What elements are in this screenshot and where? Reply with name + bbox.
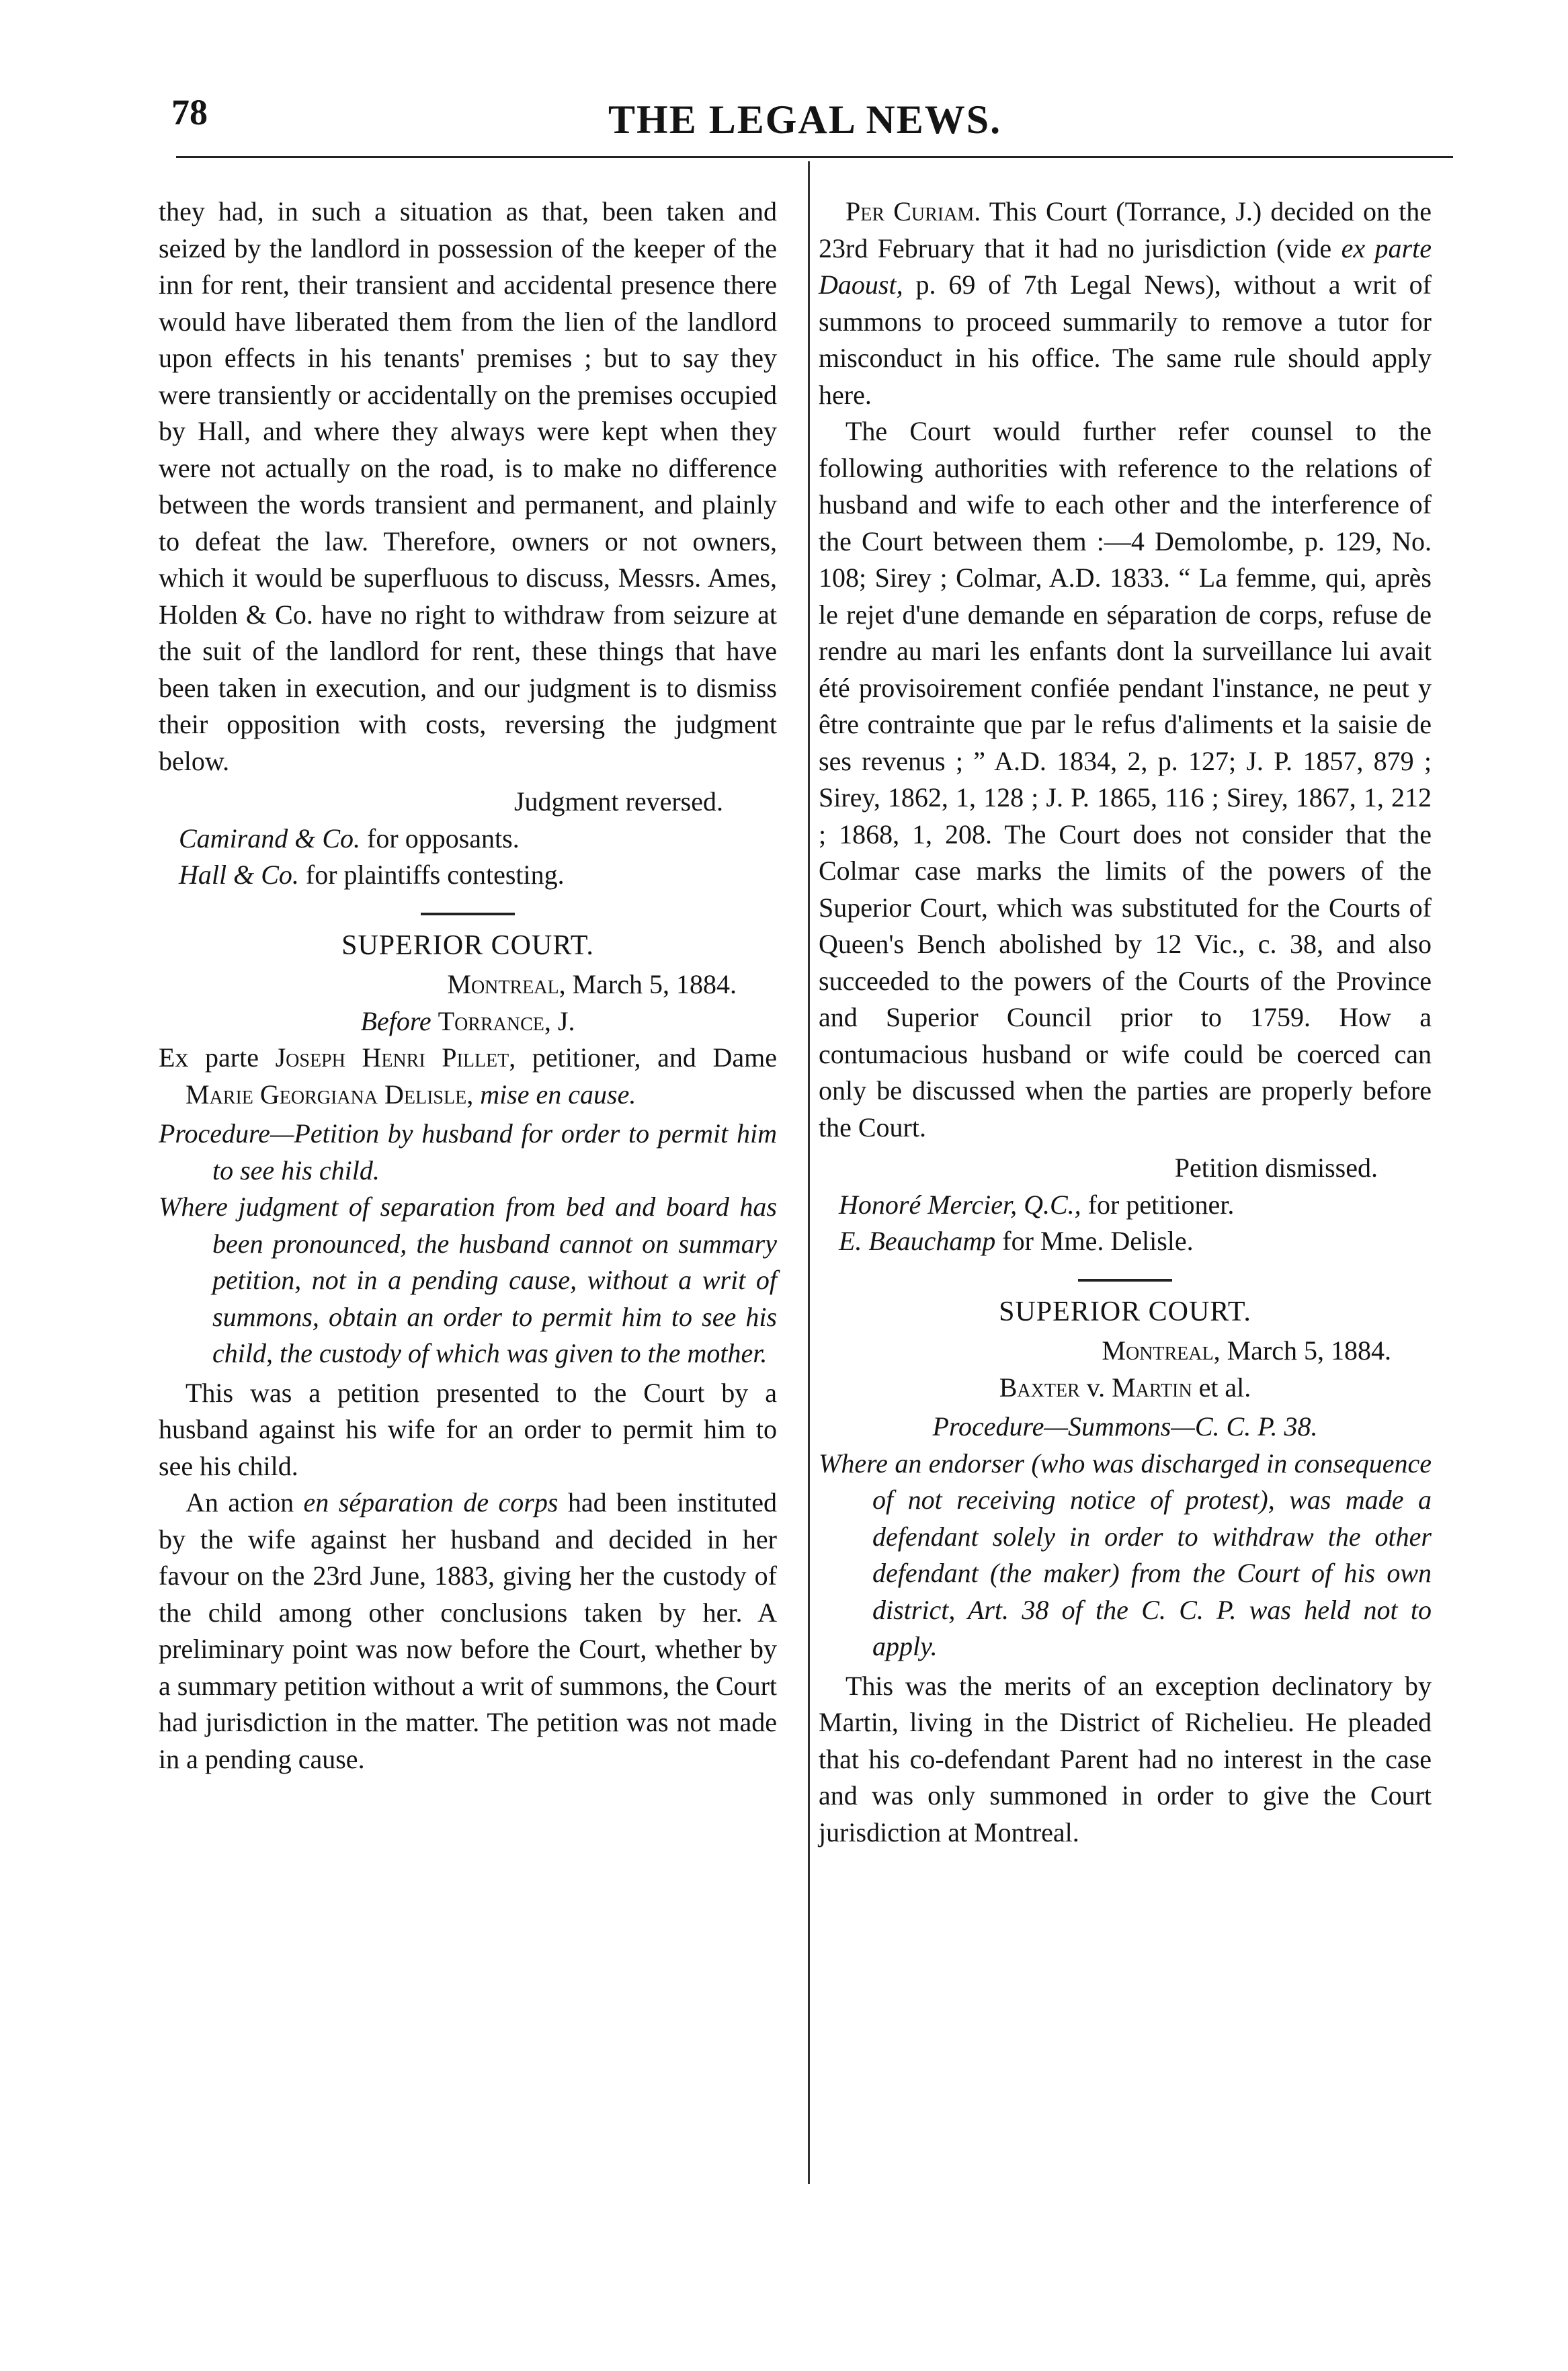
header-rule (176, 156, 1453, 158)
parties-middle: , petitioner, and Dame (509, 1042, 778, 1073)
et-al: et al. (1192, 1372, 1251, 1403)
procedure-line: Procedure—Summons—C. C. P. 38. (932, 1411, 1318, 1442)
left-disposition: Judgment reversed. (513, 786, 723, 817)
before-judge (159, 1003, 777, 1040)
date-place: Montreal, (447, 969, 566, 999)
text-run: p. 69 of 7th Legal News), without a writ of summons to proceed summarily to remove a tutor for misconduct in his office. The same rule should apply here. (819, 269, 1432, 410)
running-title: THE LEGAL NEWS. (608, 97, 1002, 142)
section-divider (1078, 1279, 1172, 1282)
left-paragraph-2: This was a petition presented to the Court by a husband against his wife for an order to permit him to see his child. (159, 1377, 777, 1481)
left-paragraph-3 (159, 1485, 777, 1778)
mise-en-cause: mise en cause. (480, 1079, 636, 1110)
left-counsel-2 (159, 857, 777, 894)
judge-name: Torrance (438, 1005, 544, 1036)
page-number: 78 (171, 92, 208, 132)
italic-phrase: ex parte Daoust, (819, 233, 1432, 300)
headnote: Where an endorser (who was discharged in consequence of not receiving notice of protest), was made a defendant solely in order to withdraw the other defendant (the maker) from the Court of his own district, Art. 38 of the C. C. P. was held not to apply. (819, 1448, 1432, 1661)
dateline (819, 1333, 1432, 1370)
counsel-role: for opposants. (360, 823, 520, 854)
right-counsel-2 (819, 1223, 1432, 1260)
left-counsel-1 (159, 821, 777, 858)
italic-phrase: en séparation de corps (303, 1487, 559, 1517)
court-heading: SUPERIOR COURT. (999, 1296, 1251, 1327)
counsel-role: for Mme. Delisle. (995, 1226, 1194, 1256)
procedure-line: Procedure—Petition by husband for order to permit him to see his child. (159, 1118, 777, 1186)
parties-prefix: Ex parte (159, 1042, 276, 1073)
dateline (159, 966, 777, 1003)
date: March 5, 1884. (565, 969, 737, 999)
versus: v. (1079, 1372, 1112, 1403)
case-title (819, 1370, 1432, 1407)
date-place: Montreal, (1102, 1335, 1221, 1366)
per-curiam-paragraph (819, 194, 1432, 413)
text-run: had been instituted by the wife against her husband and decided in her favour on the 23rd June, 1883, giving her the custody of the child among other conclusions taken by her. A preliminary point was now before the Court, whether by a summary petition without a writ of summons, the Court had jurisdiction in the matter. The petition was not made in a pending cause. (159, 1487, 777, 1774)
plaintiff-name: Baxter (999, 1372, 1080, 1403)
headnote: Where judgment of separation from bed and board has been pronounced, the husband cannot on summary petition, not in a pending cause, without a writ of summons, obtain an order to permit him to see his child, the custody of which was given to the mother. (159, 1192, 777, 1368)
court-heading: SUPERIOR COURT. (341, 929, 594, 961)
counsel-name: Camirand & Co. (179, 823, 361, 854)
right-counsel-1 (819, 1187, 1432, 1224)
counsel-name: Hall & Co. (179, 860, 299, 890)
right-column (819, 194, 1432, 1851)
judge-suffix: , J. (544, 1005, 575, 1036)
section-divider (421, 913, 515, 915)
parties-comma: , (466, 1079, 474, 1110)
per-curiam-label: Per Curiam. (845, 196, 981, 226)
column-rule (808, 161, 810, 2184)
right-disposition: Petition dismissed. (1174, 1153, 1378, 1183)
text-run: This Court (Torrance, J.) decided on the 23rd February that it had no jurisdiction (vide (819, 196, 1432, 263)
right-paragraph-3: This was the merits of an exception declinatory by Martin, living in the District of Richelieu. He pleaded that his co-defendant Parent had no interest in the case and was only summoned in order to give the Court jurisdiction at Montreal. (819, 1670, 1432, 1847)
left-paragraph-1: they had, in such a situation as that, been taken and seized by the landlord in possession of the keeper of the inn for rent, their transient and accidental presence there would have liberated them from the lien of the landlord upon effects in his tenants' premises ; but to say they were transiently or accidentally on the premises occupied by Hall, and where they always were kept when they were not actually on the road, is to make no difference between the words transient and permanent, and plainly to defeat the law. Therefore, owners or not owners, which it would be superfluous to discuss, Messrs. Ames, Holden & Co. have no right to withdraw from seizure at the suit of the landlord for rent, these things that have been taken in execution, and our judgment is to dismiss their opposition with costs, reversing the judgment below. (159, 196, 777, 776)
right-paragraph-2: The Court would further refer counsel to the following authorities with reference to the relations of husband and wife to each other and the interference of the Court between them :—4 Demolombe, p. 129, No. 108; Sirey ; Colmar, A.D. 1833. “ La femme, qui, après le rejet d'une demande en séparation de corps, refuse de rendre au mari les enfants dont la surveillance lui avait été provisoirement confiée pendant l'instance, ne peut y être contrainte que par le refus d'aliments et la saisie de ses revenus ; ” A.D. 1834, 2, p. 127; J. P. 1857, 879 ; Sirey, 1862, 1, 128 ; J. P. 1865, 116 ; Sirey, 1867, 1, 212 ; 1868, 1, 208. The Court does not consider that the Colmar case marks the limits of the powers of the Superior Court, which was substituted for the Courts of Queen's Bench abolished by 12 Vic., c. 38, and also succeeded to the powers of the Courts of the Province and Superior Council prior to 1759. How a contumacious husband or wife could be coerced can only be discussed when the parties are properly before the Court. (819, 416, 1432, 1142)
counsel-name: E. Beauchamp (839, 1226, 996, 1256)
text-run: An action (185, 1487, 304, 1517)
counsel-role: for petitioner. (1081, 1189, 1235, 1220)
before-label: Before (360, 1005, 438, 1036)
defendant-name: Martin (1112, 1372, 1192, 1403)
date: March 5, 1884. (1220, 1335, 1391, 1366)
counsel-name: Honoré Mercier, Q.C., (839, 1189, 1081, 1220)
page-header (171, 86, 1448, 153)
case-parties (159, 1040, 777, 1113)
respondent-name: Marie Georgiana Delisle (185, 1079, 467, 1110)
left-column (159, 194, 777, 1778)
petitioner-name: Joseph Henri Pillet (275, 1042, 509, 1073)
counsel-role: for plaintiffs contesting. (298, 860, 565, 890)
